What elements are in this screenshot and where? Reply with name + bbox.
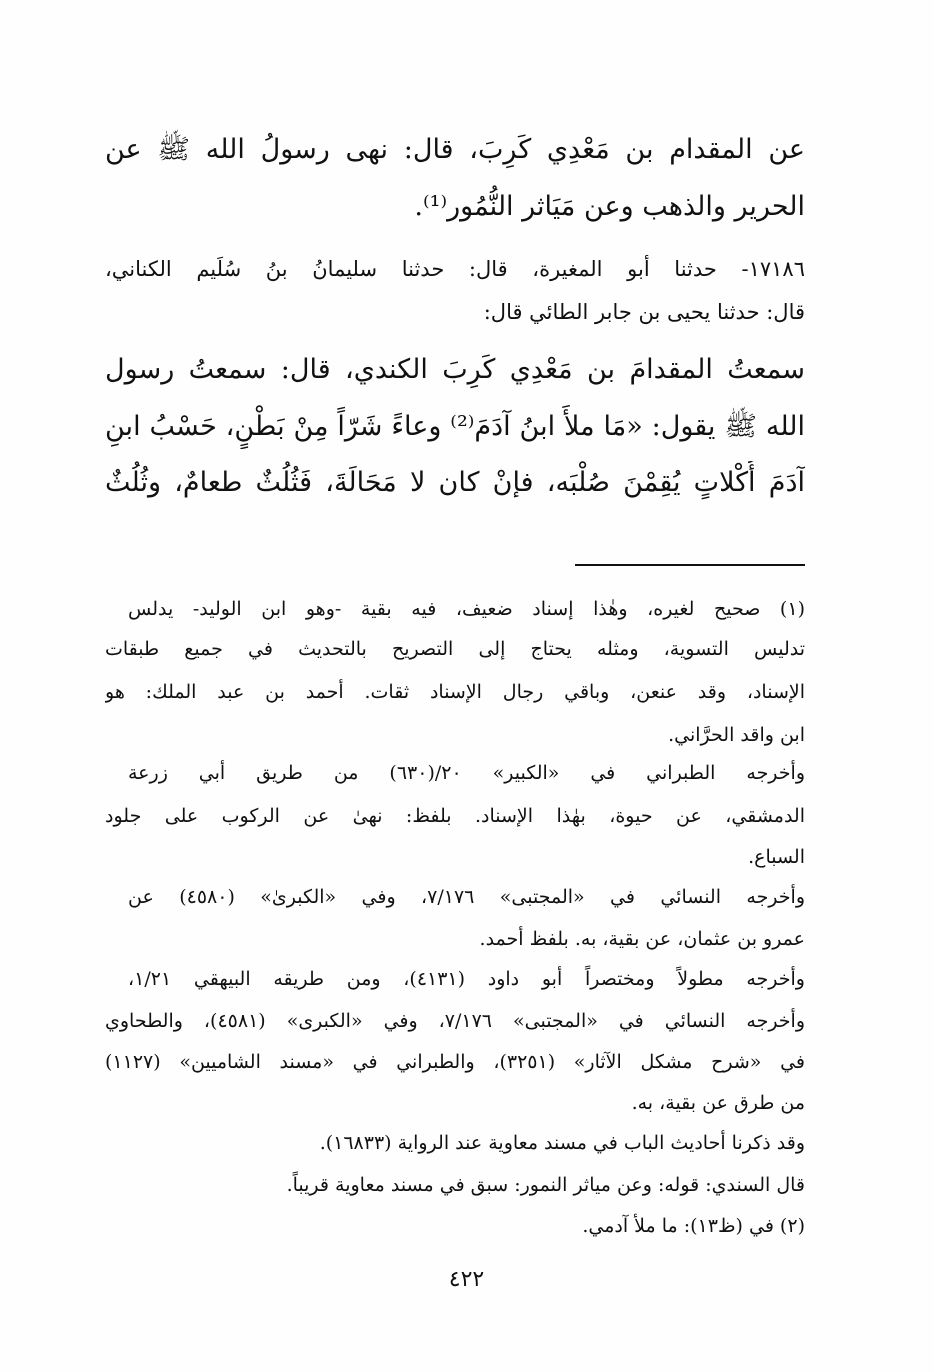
isnad-line: قال: حدثنا يحيى بن جابر الطائي قال: — [483, 300, 805, 324]
footnote-line: (٢) في (ظ١٣): ما ملأ آدمي. — [582, 1215, 805, 1237]
footnote-line: السباع. — [748, 846, 805, 868]
footnote-line: وأخرجه الطبراني في «الكبير» ٢٠/(٦٣٠) من طريق أبي زرعة — [128, 762, 805, 784]
isnad-line: ١٧١٨٦- حدثنا أبو المغيرة، قال: حدثنا سليمانُ بنُ سُلَيم الكناني، — [105, 257, 805, 281]
footnote-line: ابن واقد الحرَّاني. — [668, 724, 805, 746]
main-text-line: الحرير والذهب وعن مَيَاثر النُّمُور⁽¹⁾. — [414, 191, 805, 222]
main-text-line: الله ﷺ يقول: «مَا ملأَ ابنُ آدَمَ⁽²⁾ وعاءً شَرّاً مِنْ بَطْنٍ، حَسْبُ ابنِ — [105, 411, 805, 442]
footnote-line: عمرو بن عثمان، عن بقية، به. بلفظ أحمد. — [479, 928, 805, 950]
footnote-line: الدمشقي، عن حيوة، بهٰذا الإسناد. بلفظ: نهىٰ عن الركوب على جلود — [105, 805, 805, 827]
footnote-line: من طرق عن بقية، به. — [631, 1092, 805, 1114]
footnote-line: تدليس التسوية، ومثله يحتاج إلى التصريح بالتحديث في جميع طبقات — [105, 638, 805, 660]
footnote-line: في «شرح مشكل الآثار» (٣٢٥١)، والطبراني في «مسند الشاميين» (١١٢٧) — [105, 1051, 805, 1073]
footnote-line: وأخرجه النسائي في «المجتبى» ٧/١٧٦، وفي «الكبرىٰ» (٤٥٨٠) عن — [128, 886, 805, 908]
main-text-line: آدَمَ أُكْلاتٍ يُقِمْنَ صُلْبَه، فإنْ كان لا مَحَالَةَ، فَثُلُثٌ طعامٌ، وثُلُثٌ — [105, 467, 805, 498]
footnote-separator — [575, 564, 805, 566]
footnote-line: وأخرجه مطولاً ومختصراً أبو داود (٤١٣١)، ومن طريقه البيهقي ١/٢١، — [128, 968, 805, 990]
footnote-line: وأخرجه النسائي في «المجتبى» ٧/١٧٦، وفي «الكبرى» (٤٥٨١)، والطحاوي — [105, 1010, 805, 1032]
main-text-line: عن المقدام بن مَعْدِي كَرِبَ، قال: نهى رسولُ الله ﷺ عن — [105, 134, 805, 165]
footnote-line: (١) صحيح لغيره، وهٰذا إسناد ضعيف، فيه بقية -وهو ابن الوليد- يدلس — [128, 598, 805, 620]
footnote-line: قال السندي: قوله: وعن مياثر النمور: سبق في مسند معاوية قريباً. — [286, 1174, 805, 1196]
footnote-line: وقد ذكرنا أحاديث الباب في مسند معاوية عند الرواية (١٦٨٣٣). — [319, 1132, 805, 1154]
footnote-line: الإسناد، وقد عنعن، وباقي رجال الإسناد ثقات. أحمد بن عبد الملك: هو — [105, 681, 805, 703]
main-text-line: سمعتُ المقدامَ بن مَعْدِي كَرِبَ الكندي، قال: سمعتُ رسول — [105, 354, 805, 385]
page-number: ٤٢٢ — [448, 1267, 485, 1292]
